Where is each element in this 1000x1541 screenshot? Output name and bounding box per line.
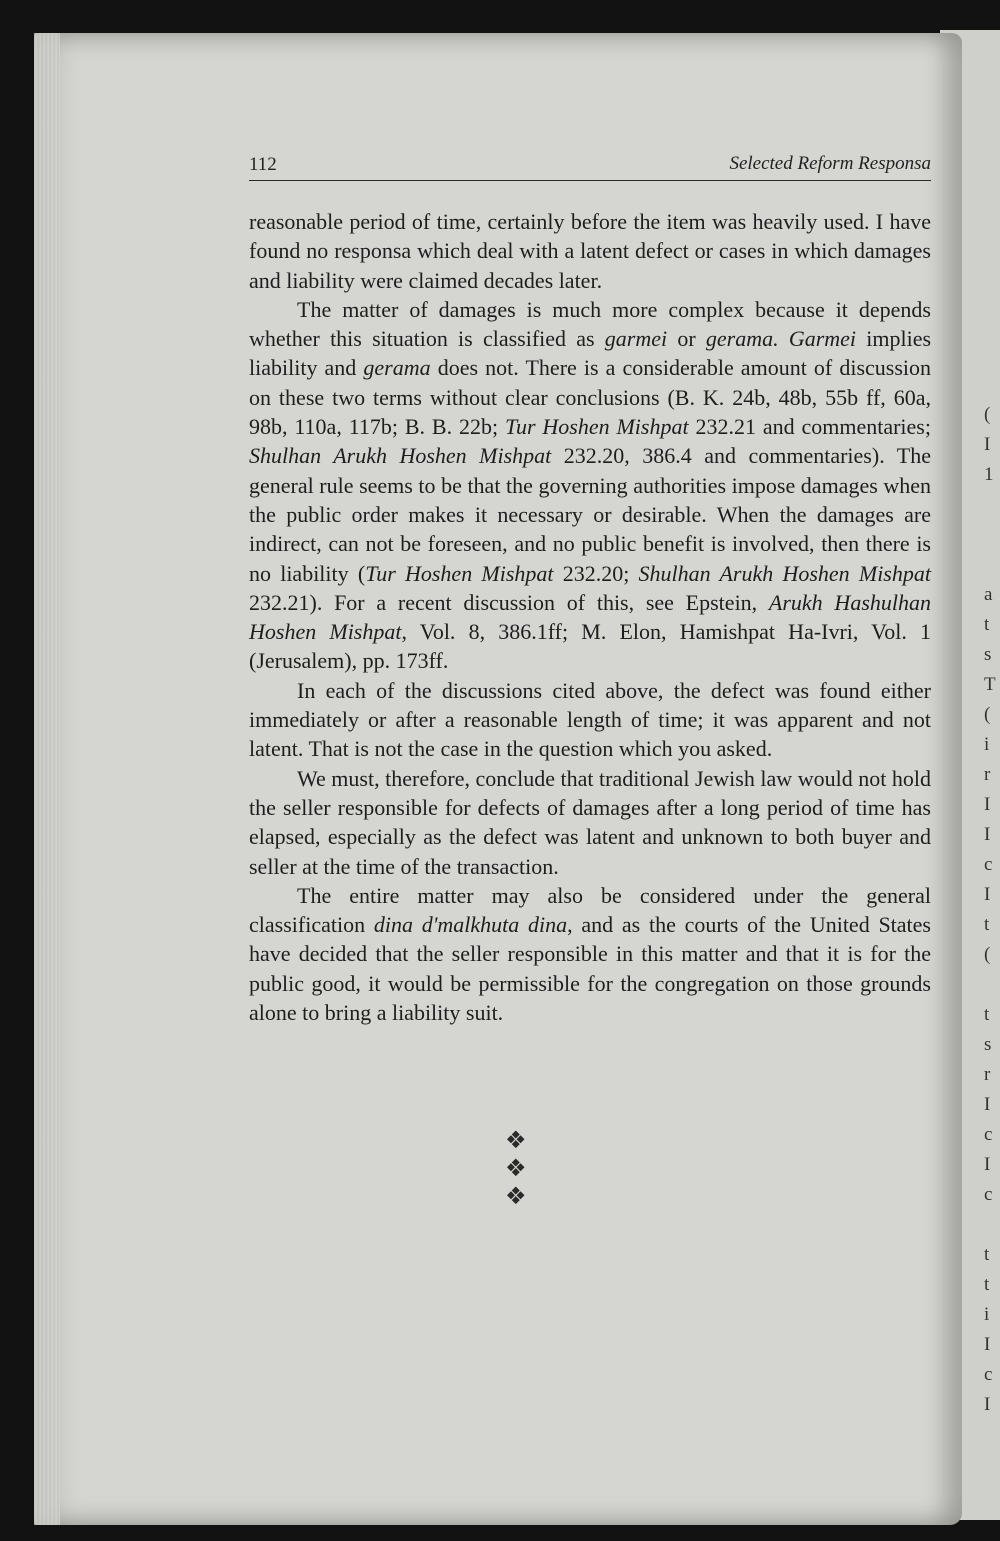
section-end-ornament: ❖ ❖ ❖ (505, 1126, 571, 1210)
italic-term: garmei (604, 326, 668, 352)
italic-term: gerama. (705, 326, 779, 352)
adjacent-letter: I (984, 824, 991, 845)
text-run: , Vol. 8, 386.1ff; M. Elon, Hamishpat Ha-Ivri, Vol. 1 (Jerusalem), pp. 173ff. (249, 619, 932, 674)
adjacent-letter: I (984, 1094, 991, 1115)
text-run (779, 326, 789, 351)
text-run: 232.21 and commentaries; (688, 414, 931, 440)
italic-term: Shulhan Arukh Hoshen Mishpat (638, 560, 931, 586)
adjacent-letter: ( (984, 704, 991, 725)
text-run: 232.20; (553, 560, 639, 586)
italic-term: Tur Hoshen Mishpat (504, 414, 689, 440)
page-number: 112 (249, 154, 277, 175)
paragraph: We must, therefore, conclude that traditional Jewish law would not hold the seller responsible for defects of damages after a long period of time has elapsed, especially as the defect was latent and unknown to both buyer and seller at the time of the transaction. (249, 765, 931, 879)
adjacent-letter: I (984, 794, 991, 815)
adjacent-letter: c (984, 1124, 993, 1145)
page-block-edges (34, 33, 60, 1525)
adjacent-letter (984, 550, 1000, 580)
adjacent-letter: ( (984, 944, 991, 965)
adjacent-letter: I (984, 1334, 991, 1355)
text-run: The matter of damages is much more complex because it depends whether this situation is classified as (249, 296, 931, 352)
adjacent-letter: t (984, 614, 990, 635)
adjacent-page-letters (984, 400, 1000, 1420)
adjacent-letter: i (984, 734, 990, 755)
adjacent-letter: 1 (984, 464, 994, 485)
adjacent-letter: r (984, 764, 991, 785)
text-run: implies liability and (249, 326, 932, 381)
adjacent-letter: I (984, 1154, 991, 1175)
italic-term: dina d'malkhuta dina (373, 912, 568, 938)
text-run: or (667, 326, 706, 352)
running-title: Selected Reform Responsa (729, 153, 931, 174)
adjacent-letter: t (984, 1004, 990, 1025)
paragraph (249, 881, 931, 1027)
adjacent-letter (984, 970, 1000, 1000)
text-run: 232.20, 386.4 and commentaries). The general rule seems to be that the governing authorities impose damages when the public order makes it necessary or desirable. When the damages are indirect, can not be foreseen, and no public benefit is involved, then there is no liability ( (249, 443, 931, 586)
adjacent-letter: ( (984, 404, 991, 425)
adjacent-letter: s (984, 1034, 992, 1055)
italic-term: Tur Hoshen Mishpat (365, 560, 554, 586)
text-run: , and as the courts of the United States have decided that the seller responsible in this matter and that it is for the public good, it would be permissible for the congregation on those grounds alone to bring a liability suit. (249, 912, 931, 1026)
adjacent-letter (984, 490, 1000, 520)
adjacent-letter: r (984, 1064, 991, 1085)
italic-term: Shulhan Arukh Hoshen Mishpat (249, 443, 552, 469)
adjacent-letter: c (984, 854, 993, 875)
adjacent-letter: s (984, 644, 992, 665)
paragraph (249, 295, 931, 676)
adjacent-letter: I (984, 1394, 991, 1415)
text-run: 232.21). For a recent discussion of this, see Epstein, (249, 589, 769, 615)
adjacent-letter: a (984, 584, 993, 605)
page-header (249, 150, 931, 181)
adjacent-letter: t (984, 1274, 990, 1295)
paragraph: In each of the discussions cited above, the defect was found either immediately or after a reasonable length of time; it was apparent and not latent. That is not the case in the question which you asked. (249, 677, 931, 762)
adjacent-letter: T (984, 674, 996, 695)
adjacent-letter (984, 520, 1000, 550)
adjacent-letter: i (984, 1304, 990, 1325)
adjacent-letter: t (984, 1244, 990, 1265)
adjacent-letter: c (984, 1364, 993, 1385)
adjacent-letter: I (984, 884, 991, 905)
body-text (249, 207, 931, 1027)
adjacent-letter (984, 1210, 1000, 1240)
text-run: does not. There is a considerable amount of discussion on these two terms without clear conclusions (B. K. 24b, 48b, 55b ff, 60a, 98b, 110a, 117b; B. B. 22b; (249, 355, 932, 440)
italic-term: Arukh Hashulhan Hoshen Mishpat (249, 589, 931, 645)
paragraph: reasonable period of time, certainly before the item was heavily used. I have found no responsa which deal with a latent defect or cases in which damages and liability were claimed decades later. (249, 209, 931, 293)
italic-term: gerama (363, 355, 431, 381)
text-run: The entire matter may also be considered under the general classification (249, 882, 931, 938)
italic-term: Garmei (788, 326, 857, 352)
adjacent-letter: c (984, 1184, 993, 1205)
adjacent-letter: I (984, 434, 991, 455)
adjacent-letter: t (984, 914, 990, 935)
